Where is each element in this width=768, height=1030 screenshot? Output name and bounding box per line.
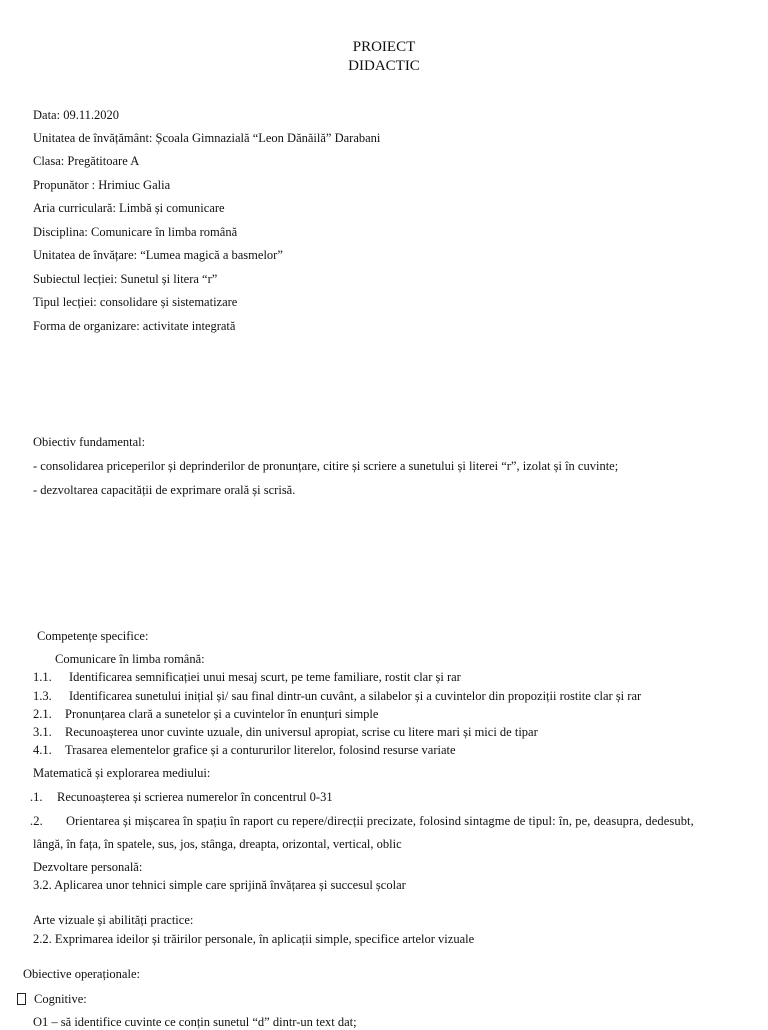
fundamental-item-1: - consolidarea priceperilor și deprinderilor de pronunțare, citire și scriere a sunetului și literei “r”, izolat și în cuvinte; [33, 459, 619, 473]
item-text: Identificarea sunetului inițial și/ sau final dintr-un cuvânt, a silabelor și a cuvintelor din propoziții rostite clar și rar [69, 689, 642, 703]
mem-item-2-continued: lângă, în fața, în spatele, sus, jos, stânga, dreapta, orizontal, vertical, oblic [33, 837, 402, 851]
clr-item-2 [33, 688, 641, 704]
meta-lesson-type: Tipul lecției: consolidare și sistematizare [33, 295, 238, 309]
mem-heading: Matematică și explorarea mediului: [33, 766, 211, 780]
av-heading: Arte vizuale și abilități practice: [33, 913, 194, 927]
title-line-1: PROIECT [352, 39, 416, 55]
meta-discipline: Disciplina: Comunicare în limba română [33, 225, 238, 239]
item-text: Identificarea semnificației unui mesaj scurt, pe teme familiare, rostit clar și rar [69, 670, 461, 684]
item-number: .2. [30, 814, 43, 828]
item-text: Orientarea și mișcarea în spațiu în raport cu repere/direcții precizate, folosind sintagme de tipul: în, pe, deasupra, dedesubt, [66, 814, 694, 828]
clr-heading: Comunicare în limba română: [55, 652, 205, 666]
meta-organization: Forma de organizare: activitate integrată [33, 319, 236, 333]
item-number: .1. [30, 790, 43, 804]
dp-heading: Dezvoltare personală: [33, 860, 143, 874]
clr-item-5 [33, 742, 456, 758]
meta-school: Unitatea de învățământ: Școala Gimnazială “Leon Dănăilă” Darabani [33, 131, 381, 145]
checkbox-bullet-icon [17, 993, 26, 1005]
meta-teacher: Propunător : Hrimiuc Galia [33, 178, 171, 192]
operational-heading: Obiective operaționale: [23, 967, 140, 981]
mem-item-1 [30, 789, 333, 805]
objective-o1: O1 – să identifice cuvinte ce conțin sunetul “d” dintr-un text dat; [33, 1015, 357, 1029]
fundamental-heading: Obiectiv fundamental: [33, 435, 146, 449]
meta-curricular-area: Aria curriculară: Limbă și comunicare [33, 201, 225, 215]
clr-item-4 [33, 724, 538, 740]
mem-item-2 [30, 813, 694, 829]
item-number: 4.1. [33, 743, 52, 757]
meta-lesson-subject: Subiectul lecției: Sunetul și litera “r” [33, 272, 218, 286]
item-number: 1.3. [33, 689, 52, 703]
competences-heading: Competențe specifice: [37, 629, 149, 643]
title-line-2: DIDACTIC [348, 58, 420, 74]
meta-learning-unit: Unitatea de învățare: “Lumea magică a basmelor” [33, 248, 283, 262]
item-text: Pronunțarea clară a sunetelor și a cuvintelor în enunțuri simple [65, 707, 379, 721]
item-text: Trasarea elementelor grafice și a contururilor literelor, folosind resurse variate [65, 743, 456, 757]
item-number: 3.1. [33, 725, 52, 739]
item-text: Recunoașterea și scrierea numerelor în concentrul 0-31 [57, 790, 333, 804]
item-number: 2.1. [33, 707, 52, 721]
clr-item-3 [33, 706, 378, 722]
cognitive-heading: Cognitive: [34, 992, 87, 1006]
av-item: 2.2. Exprimarea ideilor și trăirilor personale, în aplicații simple, specifice artelor vizuale [33, 932, 475, 946]
page-title [0, 38, 768, 76]
fundamental-item-2: - dezvoltarea capacității de exprimare orală și scrisă. [33, 483, 296, 497]
meta-class: Clasa: Pregătitoare A [33, 154, 140, 168]
dp-item: 3.2. Aplicarea unor tehnici simple care sprijină învățarea și succesul școlar [33, 878, 406, 892]
clr-item-1 [33, 669, 461, 685]
item-number: 1.1. [33, 670, 52, 684]
meta-date: Data: 09.11.2020 [33, 108, 119, 122]
item-text: Recunoașterea unor cuvinte uzuale, din universul apropiat, scrise cu litere mari și mici de tipar [65, 725, 538, 739]
